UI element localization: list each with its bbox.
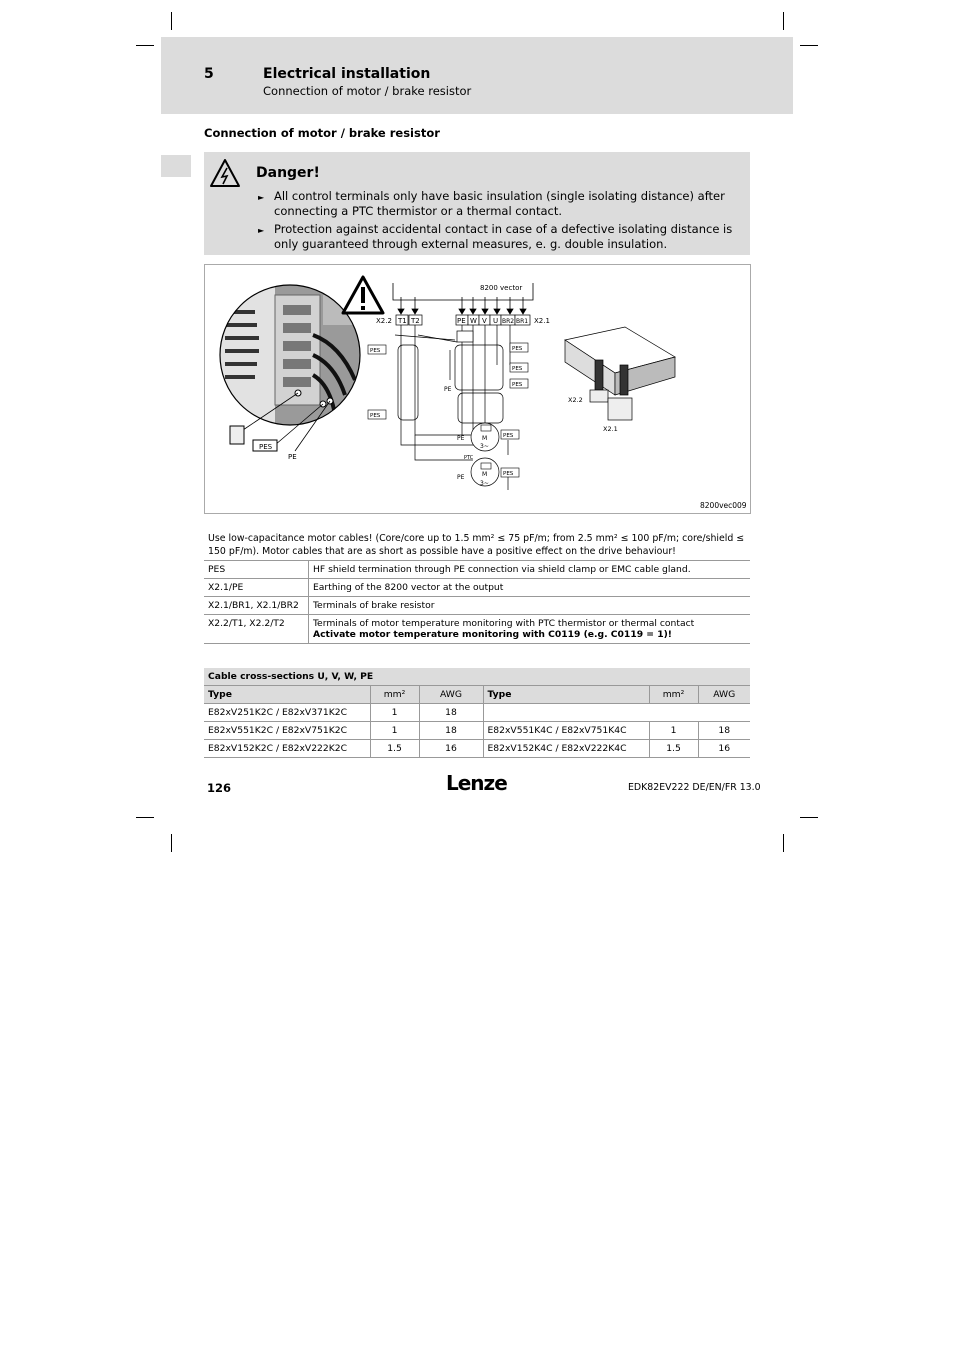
x21-sketch-label: X2.1 bbox=[603, 425, 618, 433]
crop-mark bbox=[171, 12, 172, 30]
pes-label-photo: PES bbox=[259, 443, 273, 451]
legend-text: HF shield termination through PE connection via shield clamp or EMC cable gland. bbox=[309, 561, 751, 579]
table-row bbox=[204, 561, 750, 579]
crop-mark bbox=[783, 12, 784, 30]
br2-terminal-label: BR2 bbox=[502, 318, 515, 325]
type-cell: E82xV251K2C / E82xV371K2C bbox=[204, 704, 370, 722]
danger-bullet-text: All control terminals only have basic insulation (single isolating distance) after connecting a PTC thermistor or a thermal contact. bbox=[274, 189, 725, 218]
legend-text: Terminals of brake resistor bbox=[309, 597, 751, 615]
awg-cell: 16 bbox=[698, 740, 750, 758]
table-row bbox=[204, 704, 750, 722]
table-row bbox=[204, 615, 750, 644]
mm2-cell: 1 bbox=[370, 704, 419, 722]
type-cell: E82xV551K2C / E82xV751K2C bbox=[204, 722, 370, 740]
legend-key: X2.2/T1, X2.2/T2 bbox=[204, 615, 309, 644]
side-tab bbox=[161, 155, 191, 177]
mm2-cell: 1 bbox=[649, 722, 698, 740]
type-cell: E82xV551K4C / E82xV751K4C bbox=[483, 722, 649, 740]
crop-mark bbox=[800, 45, 818, 46]
device-sketch bbox=[565, 327, 675, 420]
pes-label-4: PES bbox=[512, 382, 523, 388]
type-cell: E82xV152K4C / E82xV222K4C bbox=[483, 740, 649, 758]
crop-mark bbox=[171, 834, 172, 852]
figure-id: 8200vec009 bbox=[700, 501, 747, 510]
motor-1-label: M bbox=[482, 435, 488, 442]
w-terminal-label: W bbox=[470, 317, 477, 325]
lenze-logo: Lenze bbox=[446, 771, 507, 795]
ptc-label: PTC bbox=[464, 455, 474, 461]
page-number: 126 bbox=[207, 781, 232, 795]
awg-cell: 18 bbox=[698, 722, 750, 740]
column-header: AWG bbox=[419, 686, 483, 704]
column-header: AWG bbox=[698, 686, 750, 704]
table-row bbox=[204, 722, 750, 740]
motor-2-phase-label: 3~ bbox=[480, 480, 489, 487]
table-title-row bbox=[204, 668, 750, 686]
crop-mark bbox=[136, 45, 154, 46]
empty-cell bbox=[483, 704, 750, 722]
device-label: 8200 vector bbox=[480, 284, 523, 292]
bullet-marker: ► bbox=[258, 226, 265, 235]
chapter-title: Electrical installation bbox=[263, 66, 431, 82]
danger-title: Danger! bbox=[256, 165, 320, 181]
legend-text: Terminals of motor temperature monitoring with PTC thermistor or thermal contact bbox=[313, 618, 695, 629]
legend-key: PES bbox=[204, 561, 309, 579]
mm2-cell: 1 bbox=[370, 722, 419, 740]
chapter-subtitle: Connection of motor / brake resistor bbox=[263, 84, 472, 98]
pes-label-1: PES bbox=[370, 348, 381, 354]
v-terminal-label: V bbox=[482, 317, 487, 325]
pes-label-6: PES bbox=[503, 433, 514, 439]
cable-table-title: Cable cross-sections U, V, W, PE bbox=[204, 668, 750, 686]
mm2-cell: 1.5 bbox=[649, 740, 698, 758]
x22-label: X2.2 bbox=[376, 317, 392, 325]
column-header: Type bbox=[204, 686, 370, 704]
mm2-cell: 1.5 bbox=[370, 740, 419, 758]
motor-1-phase-label: 3~ bbox=[480, 443, 489, 450]
cable-note: Use low-capacitance motor cables! (Core/core up to 1.5 mm² ≤ 75 pF/m; from 2.5 mm² ≤ 100 pF/m; core/shield ≤ 150 pF/m). Motor cables that are as short as possible have a positive effect on the drive behaviour! bbox=[208, 533, 745, 557]
pes-label-3: PES bbox=[512, 366, 523, 372]
section-heading: Connection of motor / brake resistor bbox=[204, 126, 440, 140]
legend-key: X2.1/PE bbox=[204, 579, 309, 597]
pe-terminal-label: PE bbox=[457, 317, 466, 325]
table-row bbox=[204, 579, 750, 597]
awg-cell: 18 bbox=[419, 722, 483, 740]
crop-mark bbox=[800, 817, 818, 818]
crop-mark bbox=[783, 834, 784, 852]
wiring-diagram bbox=[205, 265, 749, 511]
warning-triangle-icon bbox=[343, 277, 383, 313]
chapter-number: 5 bbox=[204, 66, 214, 82]
t2-label: T2 bbox=[411, 317, 420, 325]
type-cell: E82xV152K2C / E82xV222K2C bbox=[204, 740, 370, 758]
x21-label: X2.1 bbox=[534, 317, 550, 325]
pes-label-2: PES bbox=[512, 346, 523, 352]
awg-cell: 18 bbox=[419, 704, 483, 722]
column-header: mm² bbox=[649, 686, 698, 704]
legend-cell bbox=[309, 615, 751, 644]
document-id: EDK82EV222 DE/EN/FR 13.0 bbox=[628, 782, 761, 793]
pes-label-5: PES bbox=[370, 413, 381, 419]
high-voltage-warning-icon bbox=[209, 158, 241, 188]
pes-label-7: PES bbox=[503, 471, 514, 477]
pe-label-photo: PE bbox=[288, 453, 297, 461]
chapter-header bbox=[161, 37, 793, 114]
legend-text: Earthing of the 8200 vector at the output bbox=[309, 579, 751, 597]
terminal-photo bbox=[220, 285, 363, 425]
crop-mark bbox=[136, 817, 154, 818]
table-row bbox=[204, 597, 750, 615]
bullet-marker: ► bbox=[258, 193, 265, 202]
pe-cable-label: PE bbox=[444, 386, 452, 393]
br1-terminal-label: BR1 bbox=[516, 318, 529, 325]
awg-cell: 16 bbox=[419, 740, 483, 758]
t1-label: T1 bbox=[398, 317, 407, 325]
table-header-row bbox=[204, 686, 750, 704]
table-row bbox=[204, 740, 750, 758]
legend-bold-text: Activate motor temperature monitoring with C0119 (e.g. C0119 = 1)! bbox=[313, 629, 672, 640]
cable-table bbox=[204, 668, 750, 758]
danger-bullet-text: Protection against accidental contact in case of a defective isolating distance is only guaranteed through external measures, e. g. double insulation. bbox=[274, 222, 733, 251]
legend-key: X2.1/BR1, X2.1/BR2 bbox=[204, 597, 309, 615]
x22-sketch-label: X2.2 bbox=[568, 396, 583, 404]
column-header: Type bbox=[483, 686, 649, 704]
u-terminal-label: U bbox=[493, 317, 499, 325]
pe-motor-2-label: PE bbox=[457, 474, 465, 481]
legend-table bbox=[204, 560, 750, 644]
pe-motor-1-label: PE bbox=[457, 435, 465, 442]
motor-2-label: M bbox=[482, 471, 488, 478]
column-header: mm² bbox=[370, 686, 419, 704]
